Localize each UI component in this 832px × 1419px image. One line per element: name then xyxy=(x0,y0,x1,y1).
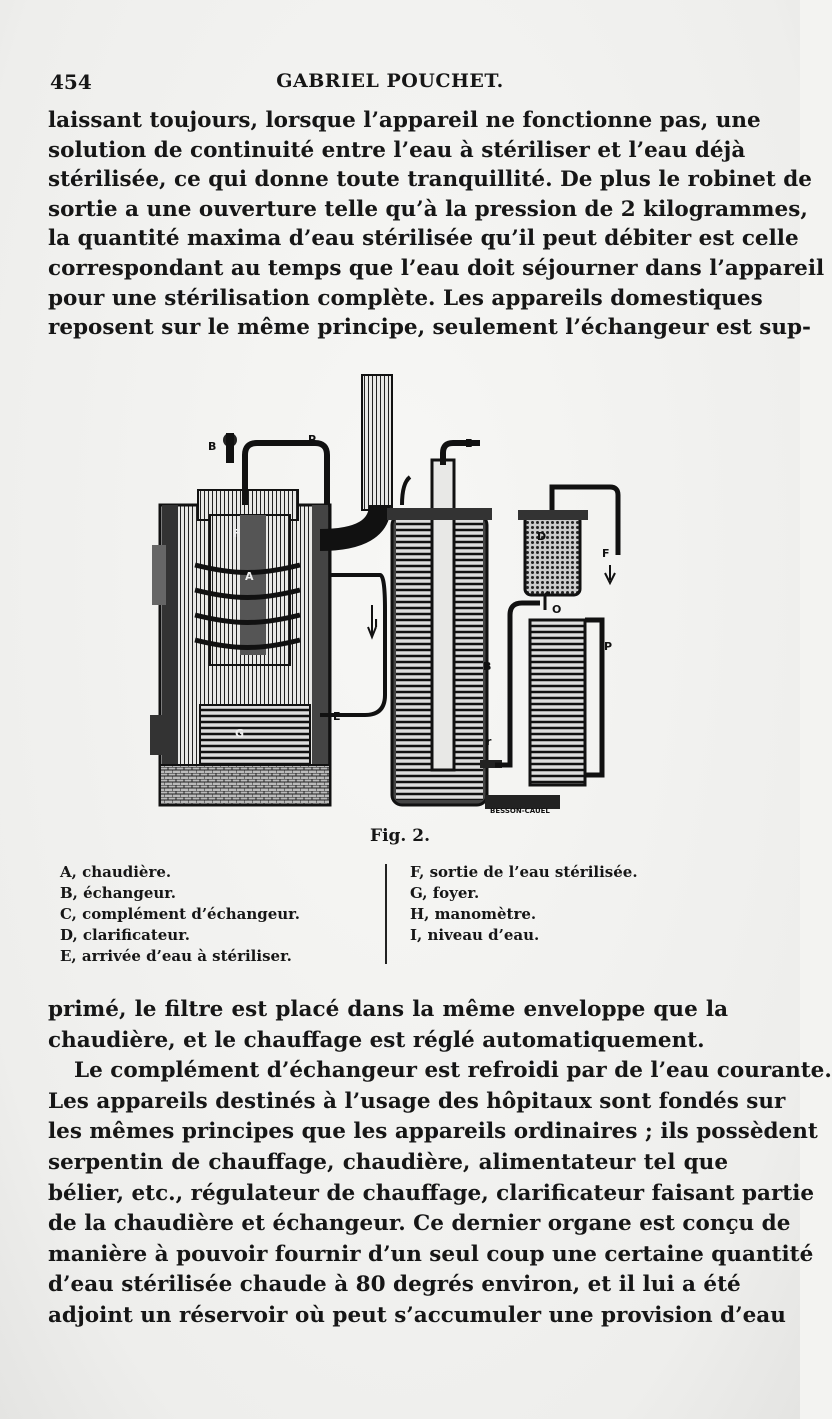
text-line: laissant toujours, lorsque l’appareil ne fonctionne pas, une xyxy=(48,108,761,133)
legend-item: C, complément d’échangeur. xyxy=(60,905,300,923)
figure-legend xyxy=(60,862,710,967)
label-o: O xyxy=(552,603,562,616)
text-line: d’eau stérilisée chaude à 80 degrés environ, et il lui a été xyxy=(48,1272,741,1298)
text-line: bélier, etc., régulateur de chauffage, clarificateur faisant partie xyxy=(48,1180,815,1206)
text-line: solution de continuité entre l’eau à stériliser et l’eau déjà xyxy=(48,137,746,163)
exchanger-complement xyxy=(485,593,602,809)
legend-item: H, manomètre. xyxy=(410,905,537,923)
text-line: primé, le filtre est placé dans la même enveloppe que la xyxy=(48,997,728,1022)
apparatus-illustration xyxy=(140,365,620,825)
page-number: 454 xyxy=(50,70,92,94)
legend-divider xyxy=(385,864,387,964)
paragraph-bottom xyxy=(48,995,832,1332)
text-line: la quantité maxima d’eau stérilisée qu’il peut débiter est celle xyxy=(48,226,799,252)
running-head: GABRIEL POUCHET. xyxy=(276,70,504,92)
label-e-small: E xyxy=(333,710,341,723)
page-header xyxy=(50,70,730,100)
clarifier-tank xyxy=(518,487,618,595)
label-g: G xyxy=(235,727,245,740)
figure-caption: Fig. 2. xyxy=(370,826,430,846)
label-r: r xyxy=(486,735,492,748)
label-a: A xyxy=(245,570,254,583)
text-line: adjoint un réservoir où peut s’accumuler une provision d’eau xyxy=(48,1302,786,1328)
label-b: B xyxy=(208,440,217,453)
text-line: reposent sur le même principe, seulement l’échangeur est sup- xyxy=(48,315,811,341)
legend-item: A, chaudière. xyxy=(60,863,172,881)
legend-item: D, clarificateur. xyxy=(60,926,190,944)
paragraph-top xyxy=(48,106,825,343)
legend-left-column xyxy=(60,862,380,967)
label-f-right: F xyxy=(602,547,610,560)
boiler-assembly xyxy=(150,433,330,805)
text-line: Les appareils destinés à l’usage des hôpitaux sont fondés sur xyxy=(48,1088,786,1114)
text-line: les mêmes principes que les appareils ordinaires ; ils possèdent xyxy=(48,1119,818,1145)
legend-right-column xyxy=(410,862,710,946)
label-i-small: I xyxy=(374,617,379,630)
label-p-top: P xyxy=(308,433,317,446)
label-p-right: P xyxy=(604,640,613,653)
text-line: pour une stérilisation complète. Les appareils domestiques xyxy=(48,285,763,311)
text-line: stérilisée, ce qui donne toute tranquillité. De plus le robinet de xyxy=(48,167,812,193)
text-line: manière à pouvoir fournir d’un seul coup une certaine quantité xyxy=(48,1241,814,1267)
text-line: chaudière, et le chauffage est réglé automatiquement. xyxy=(48,1027,705,1053)
label-e: E xyxy=(465,437,473,450)
legend-item: I, niveau d’eau. xyxy=(410,926,540,944)
text-line: de la chaudière et échangeur. Ce dernier organe est conçu de xyxy=(48,1211,791,1237)
label-f-upper: F xyxy=(233,527,241,540)
label-b-mid: B xyxy=(483,660,492,673)
legend-item: G, foyer. xyxy=(410,884,480,902)
legend-item: B, échangeur. xyxy=(60,884,177,902)
exchanger-column xyxy=(387,443,502,805)
label-d: D xyxy=(537,530,547,543)
text-line: correspondant au temps que l’eau doit séjourner dans l’appareil xyxy=(48,255,825,281)
text-line: Le complément d’échangeur est refroidi par de l’eau courante. xyxy=(74,1058,832,1084)
engraver-signature: BESSON-CAUEL xyxy=(490,807,550,815)
text-line: sortie a une ouverture telle qu’à la pression de 2 kilogrammes, xyxy=(48,196,808,222)
legend-item: F, sortie de l’eau stérilisée. xyxy=(410,863,638,881)
legend-item: E, arrivée d’eau à stériliser. xyxy=(60,947,292,965)
text-line: serpentin de chauffage, chaudière, alimentateur tel que xyxy=(48,1149,728,1175)
